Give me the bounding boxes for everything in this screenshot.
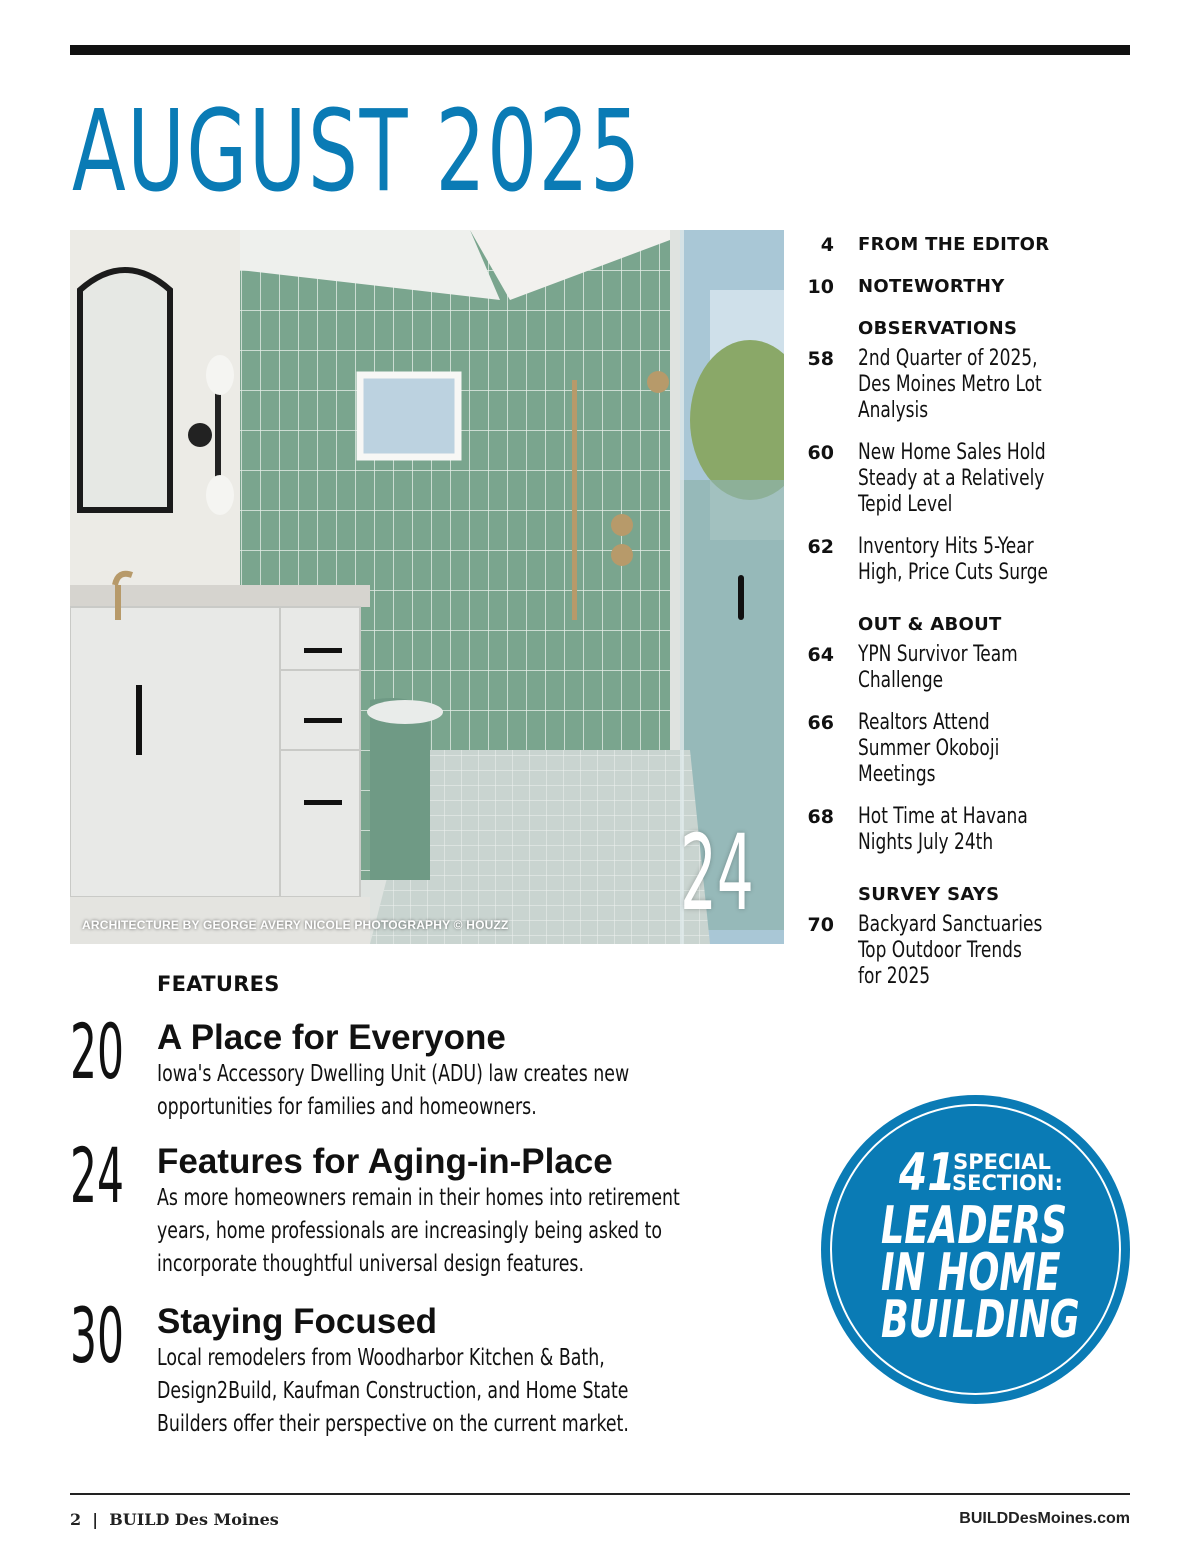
feature-desc-line: As more homeowners remain in their homes into retirement bbox=[157, 1185, 680, 1211]
toc-text-line: Realtors Attend bbox=[858, 710, 990, 735]
feature-aging-in-place[interactable] bbox=[70, 1131, 750, 1282]
toc-text-line: Tepid Level bbox=[858, 492, 953, 517]
feature-desc-line: years, home professionals are increasingly being asked to bbox=[157, 1218, 663, 1244]
feature-adu[interactable] bbox=[70, 1007, 750, 1120]
top-rule bbox=[70, 45, 1130, 55]
feature-desc-line: incorporate thoughtful universal design features. bbox=[157, 1251, 585, 1277]
feature-desc-line: Builders offer their perspective on the current market. bbox=[157, 1411, 629, 1437]
badge-title-line: IN HOME bbox=[881, 1243, 1061, 1303]
bathroom-photo-illustration bbox=[70, 230, 784, 944]
toc-text-line: 2nd Quarter of 2025, bbox=[858, 346, 1038, 371]
feature-title: Features for Aging-in-Place bbox=[157, 1142, 613, 1181]
toc-text-line: Nights July 24th bbox=[858, 830, 994, 855]
toc-text-line: Summer Okoboji bbox=[858, 736, 1000, 761]
toc-entry-noteworthy[interactable] bbox=[800, 274, 1130, 300]
footer-website[interactable]: BUILDDesMoines.com bbox=[959, 1510, 1130, 1527]
feature-desc-line: Design2Build, Kaufman Construction, and Home State bbox=[157, 1378, 629, 1404]
badge-label bbox=[952, 1150, 1063, 1195]
toc-entry-ypn-survivor[interactable] bbox=[800, 642, 1130, 694]
toc-text-line: Des Moines Metro Lot bbox=[858, 372, 1042, 397]
toc-page-number: 68 bbox=[807, 806, 834, 828]
toc-page-number: 4 bbox=[820, 234, 834, 256]
toc-text-line: High, Price Cuts Surge bbox=[858, 560, 1049, 585]
feature-desc-line: Iowa's Accessory Dwelling Unit (ADU) law creates new bbox=[157, 1061, 630, 1087]
toc-heading: NOTEWORTHY bbox=[858, 276, 1005, 297]
feature-page-number: 24 bbox=[70, 1131, 124, 1220]
toc-entry-inventory[interactable] bbox=[800, 534, 1130, 586]
toc-entry-new-home-sales[interactable] bbox=[800, 440, 1130, 518]
toc-entry-okoboji[interactable] bbox=[800, 710, 1130, 788]
special-section-badge[interactable] bbox=[821, 1095, 1130, 1404]
toc-text-line: Top Outdoor Trends bbox=[858, 938, 1022, 963]
feature-desc-line: Local remodelers from Woodharbor Kitchen & Bath, bbox=[157, 1345, 605, 1371]
footer-page-and-publication: 2 | BUILD Des Moines bbox=[70, 1510, 279, 1529]
badge-title bbox=[881, 1196, 1080, 1350]
photo-credit: ARCHITECTURE BY GEORGE AVERY NICOLE PHOTOGRAPHY © HOUZZ bbox=[82, 918, 509, 932]
badge-page-number: 41 bbox=[899, 1143, 956, 1203]
table-of-contents bbox=[800, 232, 1130, 990]
issue-title: AUGUST 2025 bbox=[72, 87, 642, 217]
features-heading: FEATURES bbox=[157, 972, 280, 996]
toc-text-line: New Home Sales Hold bbox=[858, 440, 1046, 465]
feature-description bbox=[157, 1342, 711, 1441]
feature-page-number: 30 bbox=[70, 1291, 124, 1380]
toc-text-line: Challenge bbox=[858, 668, 944, 693]
toc-text-line: Meetings bbox=[858, 762, 936, 787]
toc-section-observations: OBSERVATIONS bbox=[858, 318, 1018, 339]
toc-text-line: Inventory Hits 5-Year bbox=[858, 534, 1034, 559]
toc-text-line: Backyard Sanctuaries bbox=[858, 912, 1043, 937]
toc-page-number: 10 bbox=[807, 276, 834, 298]
hero-page-number[interactable]: 24 bbox=[680, 812, 754, 934]
toc-heading: FROM THE EDITOR bbox=[858, 234, 1050, 255]
feature-staying-focused[interactable] bbox=[70, 1291, 750, 1442]
toc-entry-lot-analysis[interactable] bbox=[800, 346, 1130, 424]
feature-description bbox=[157, 1058, 711, 1124]
toc-page-number: 60 bbox=[807, 442, 834, 464]
toc-page-number: 70 bbox=[807, 914, 834, 936]
toc-entry-editor[interactable] bbox=[800, 232, 1130, 258]
toc-section-out-and-about: OUT & ABOUT bbox=[858, 614, 1002, 635]
badge-label-line: SECTION: bbox=[952, 1171, 1063, 1195]
toc-section-survey-says: SURVEY SAYS bbox=[858, 884, 1000, 905]
toc-page-number: 64 bbox=[807, 644, 834, 666]
toc-text-line: YPN Survivor Team bbox=[858, 642, 1018, 667]
toc-text-line: for 2025 bbox=[858, 964, 931, 989]
toc-page-number: 58 bbox=[807, 348, 834, 370]
feature-desc-line: opportunities for families and homeowners. bbox=[157, 1094, 537, 1120]
footer-rule bbox=[70, 1493, 1130, 1495]
toc-entry-havana-nights[interactable] bbox=[800, 804, 1130, 856]
toc-text-line: Analysis bbox=[858, 398, 929, 423]
feature-page-number: 20 bbox=[70, 1007, 124, 1096]
toc-page-number: 66 bbox=[807, 712, 834, 734]
toc-text-line: Hot Time at Havana bbox=[858, 804, 1028, 829]
feature-title: A Place for Everyone bbox=[157, 1018, 506, 1057]
feature-description bbox=[157, 1182, 711, 1281]
toc-text-line: Steady at a Relatively bbox=[858, 466, 1045, 491]
feature-title: Staying Focused bbox=[157, 1302, 438, 1341]
badge-title-line: BUILDING bbox=[881, 1290, 1080, 1350]
toc-page-number: 62 bbox=[807, 536, 834, 558]
toc-entry-backyard[interactable] bbox=[800, 912, 1130, 990]
hero-photo bbox=[70, 230, 784, 944]
badge-title-line: LEADERS bbox=[881, 1196, 1068, 1256]
badge-label-line: SPECIAL bbox=[953, 1150, 1051, 1174]
